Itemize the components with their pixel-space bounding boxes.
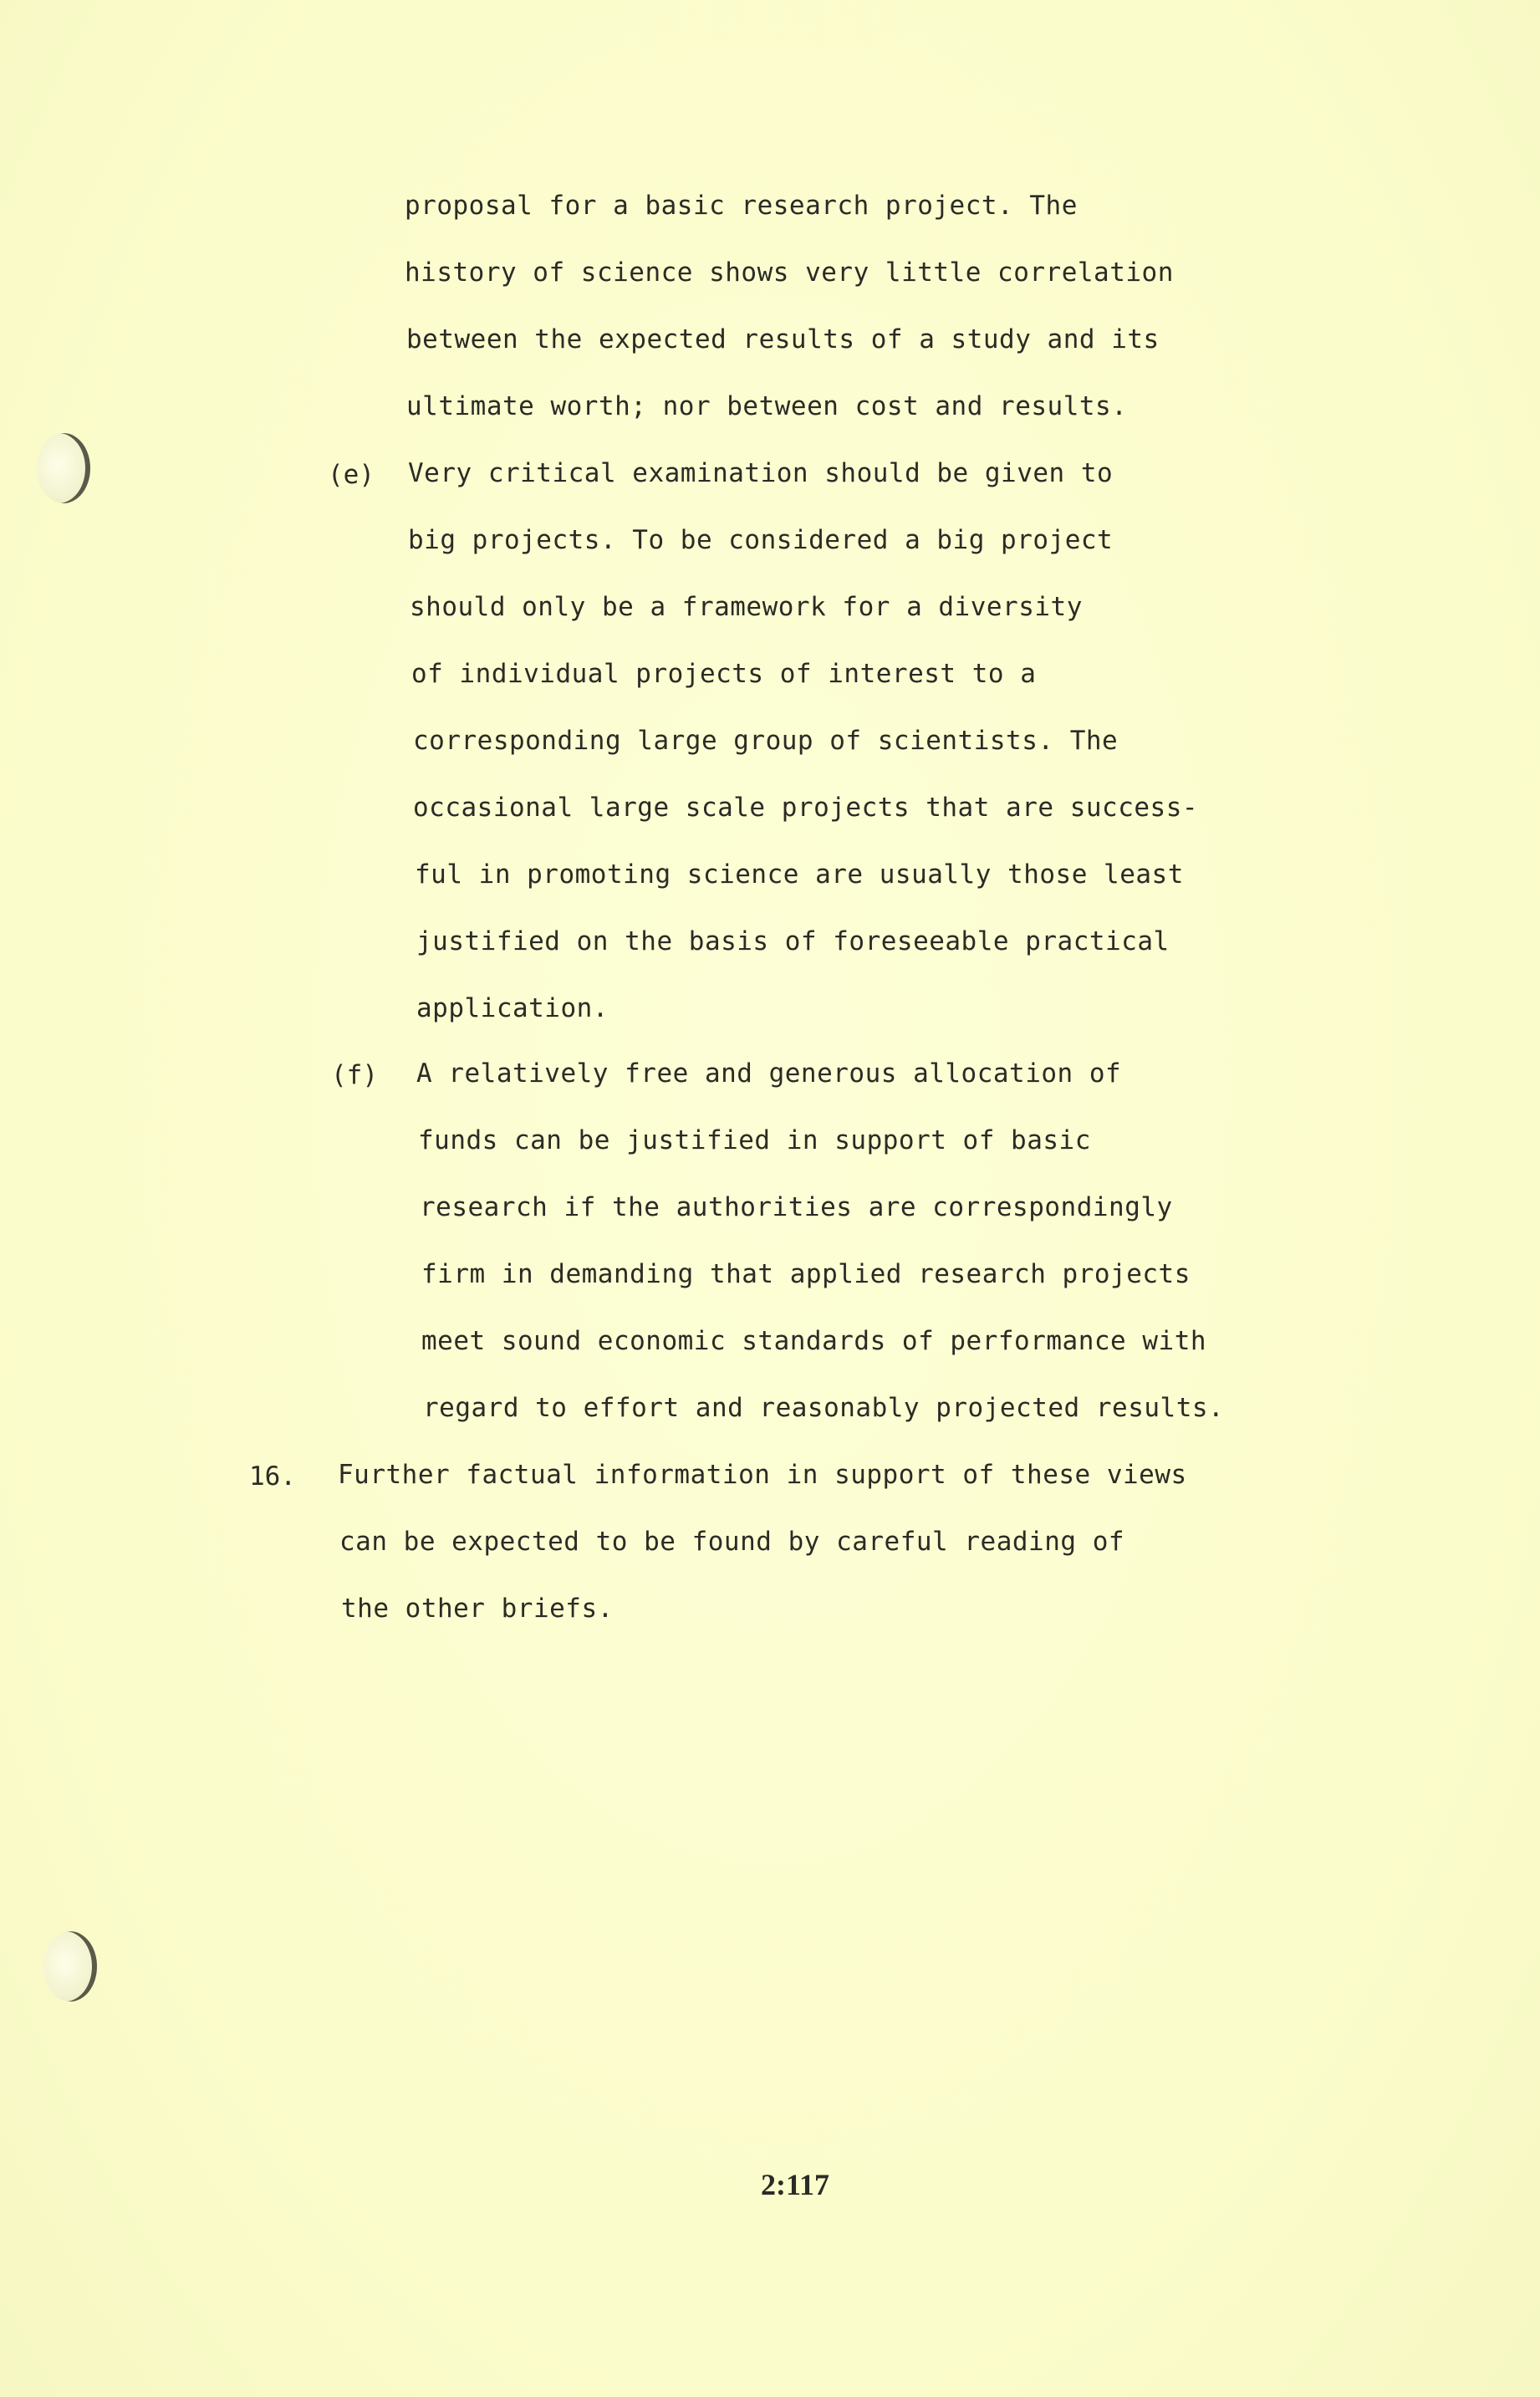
paragraph-16-number: 16. (249, 1461, 296, 1492)
text-line: of individual projects of interest to a (411, 659, 1037, 689)
text-line: funds can be justified in support of basic (418, 1125, 1091, 1155)
text-line: Very critical examination should be given to (408, 458, 1114, 488)
text-line: meet sound economic standards of performance with (421, 1326, 1207, 1356)
text-line: ful in promoting science are usually those least (415, 859, 1184, 890)
text-line: big projects. To be considered a big project (408, 525, 1114, 555)
text-line: justified on the basis of foreseeable practical (416, 926, 1170, 956)
text-line: research if the authorities are correspondingly (420, 1192, 1173, 1222)
punch-hole-top (37, 433, 90, 503)
text-line: regard to effort and reasonably projected results. (423, 1393, 1225, 1423)
text-line: proposal for a basic research project. The (405, 191, 1078, 221)
page-number: 2:117 (761, 2168, 830, 2201)
text-line: ultimate worth; nor between cost and results. (406, 391, 1128, 421)
item-f-label: (f) (331, 1060, 378, 1090)
text-line: Further factual information in support of these views (338, 1460, 1187, 1490)
text-line: firm in demanding that applied research projects (421, 1259, 1191, 1289)
text-line: history of science shows very little correlation (405, 258, 1174, 288)
text-line: occasional large scale projects that are success- (413, 793, 1199, 823)
text-line: A relatively free and generous allocation of (416, 1058, 1122, 1089)
text-line: the other briefs. (341, 1594, 614, 1624)
text-line: between the expected results of a study and its (406, 324, 1160, 354)
punch-hole-bottom (43, 1931, 97, 2002)
text-line: should only be a framework for a diversity (410, 592, 1083, 622)
text-line: application. (416, 993, 609, 1023)
text-line: corresponding large group of scientists. The (413, 726, 1119, 756)
text-line: can be expected to be found by careful reading of (339, 1527, 1125, 1557)
item-e-label: (e) (328, 460, 375, 490)
